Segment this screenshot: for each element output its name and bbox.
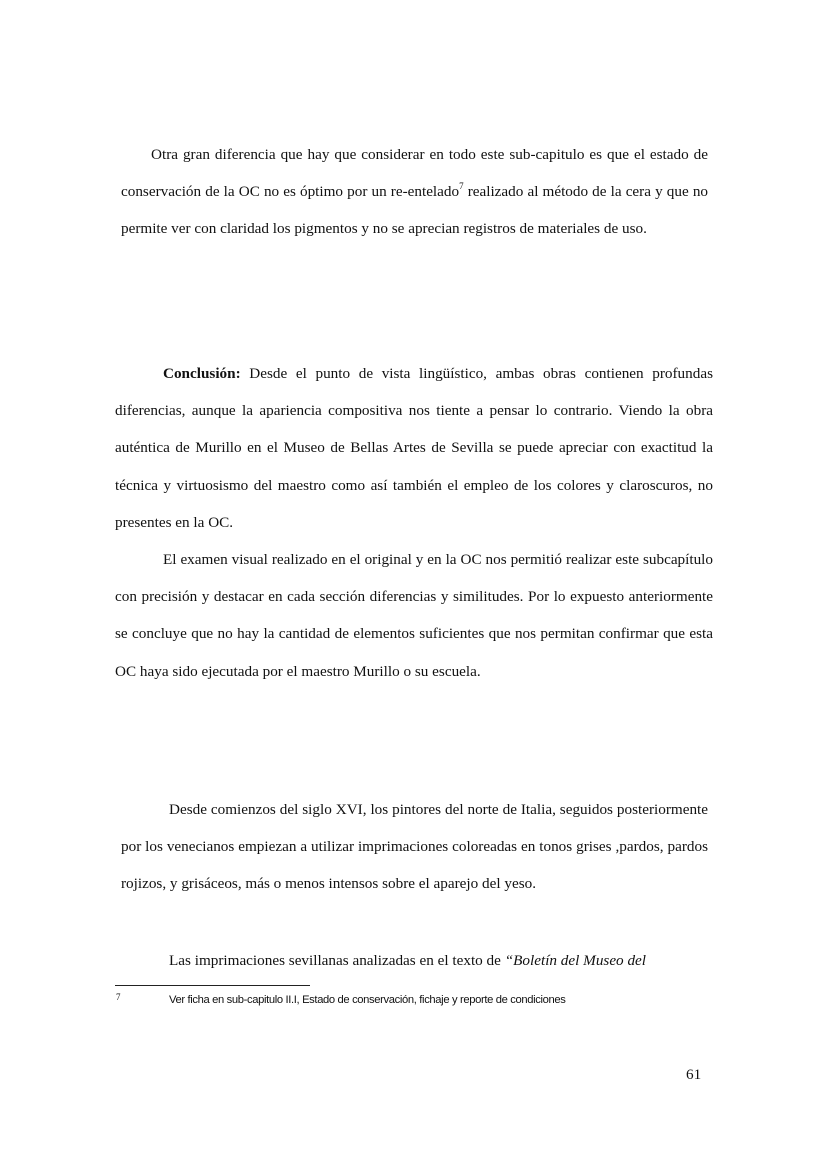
paragraph-sevillian-primings <box>121 942 708 979</box>
footnote-number: 7 <box>116 992 121 1002</box>
paragraph-conclusion <box>115 355 713 541</box>
paragraph-visual-exam <box>115 541 713 690</box>
paragraph-text: Desde el punto de vista lingüístico, ambas obras contienen profundas diferencias, aunque la apariencia compositiva nos tiente a pensar lo contrario. Viendo la obra auténtica de Murillo en el Museo de Bellas Artes de Sevilla se puede apreciar con exactitud la técnica y virtuosismo del maestro como así también el empleo de los colores y claroscuros, no presentes en la OC. <box>115 365 713 531</box>
page-number: 61 <box>686 1066 702 1083</box>
quoted-title: “Boletín del Museo del <box>504 952 647 969</box>
paragraph-conservation-state <box>121 136 708 248</box>
paragraph-text: Desde comienzos del siglo XVI, los pintores del norte de Italia, seguidos posteriormente por los venecianos empiezan a utilizar imprimaciones coloreadas en tonos grises ,pardos, pardos rojizos, y grisáceos, más o menos intensos sobre el aparejo del yeso. <box>121 801 708 893</box>
conclusion-label: Conclusión: <box>163 365 241 382</box>
paragraph-text: Otra gran diferencia que hay que considerar en todo este sub-capitulo es que el estado de conservación de la OC no es óptimo por un re-entelado <box>121 146 708 201</box>
footnote-reference[interactable]: 7 <box>459 181 464 192</box>
paragraph-sixteenth-century <box>121 791 708 903</box>
paragraph-text-continued: realizado al método de la cera y que no permite ver con claridad los pigmentos y no se aprecian registros de materiales de uso. <box>121 183 709 238</box>
footnote-text: Ver ficha en sub-capitulo II.I, Estado de conservación, fichaje y reporte de condiciones <box>169 994 566 1006</box>
footnote-separator <box>115 985 310 986</box>
paragraph-text: El examen visual realizado en el original y en la OC nos permitió realizar este subcapítulo con precisión y destacar en cada sección diferencias y similitudes. Por lo expuesto anteriormente se concluye que no hay la cantidad de elementos suficientes que nos permitan confirmar que esta OC haya sido ejecutada por el maestro Murillo o su escuela. <box>115 551 713 680</box>
paragraph-text: Las imprimaciones sevillanas analizadas en el texto de <box>169 952 505 969</box>
